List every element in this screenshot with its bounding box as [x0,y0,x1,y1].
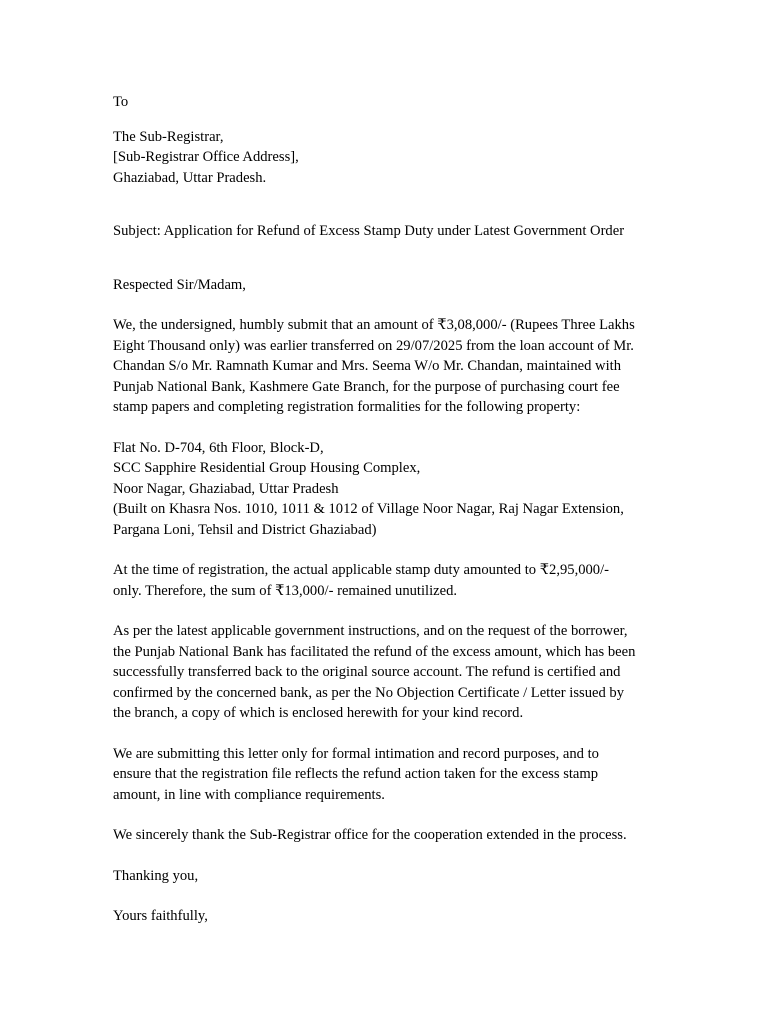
paragraph-line: the Punjab National Bank has facilitated the refund of the excess amount, which has been [113,643,636,660]
paragraph-line: Chandan S/o Mr. Ramnath Kumar and Mrs. Seema W/o Mr. Chandan, maintained with [113,358,622,374]
to-line [113,92,658,113]
paragraph-line: amount, in line with compliance requirements. [113,786,385,803]
paragraph-line: At the time of registration, the actual applicable stamp duty amounted to ₹2,95,000/- [113,562,610,578]
recipient-line: Ghaziabad, Uttar Pradesh. [113,169,267,186]
paragraph-transfer [113,315,658,418]
paragraph-line: We, the undersigned, humbly submit that an amount of ₹3,08,000/- (Rupees Three Lakhs [113,317,635,333]
recipient-address [113,127,658,189]
to-text: To [113,94,129,110]
property-line: (Built on Khasra Nos. 1010, 1011 & 1012 of Village Noor Nagar, Raj Nagar Extension, [113,501,624,517]
paragraph-line: ensure that the registration file reflects the refund action taken for the excess stamp [113,766,599,782]
paragraph-line: We sincerely thank the Sub-Registrar office for the cooperation extended in the process. [113,827,627,843]
thanking-line [113,866,658,887]
paragraph-line: successfully transferred back to the original source account. The refund is certified and [113,664,621,680]
recipient-line: [Sub-Registrar Office Address], [113,149,299,165]
property-line: Noor Nagar, Ghaziabad, Uttar Pradesh [113,480,339,497]
paragraph-intimation [113,744,658,806]
paragraph-line: Eight Thousand only) was earlier transferred on 29/07/2025 from the loan account of Mr. [113,337,634,354]
greeting-text: Respected Sir/Madam, [113,276,246,293]
property-line: Pargana Loni, Tehsil and District Ghaziabad) [113,521,377,538]
paragraph-line: We are submitting this letter only for formal intimation and record purposes, and to [113,745,599,762]
closing-line [113,906,658,927]
property-line: Flat No. D-704, 6th Floor, Block-D, [113,439,324,456]
paragraph-line: confirmed by the concerned bank, as per the No Objection Certificate / Letter issued by [113,684,625,701]
recipient-line: The Sub-Registrar, [113,128,224,145]
paragraph-thanks-office [113,825,658,846]
paragraph-line: As per the latest applicable government instructions, and on the request of the borrower, [113,623,628,639]
subject-text: Subject: Application for Refund of Excess Stamp Duty under Latest Government Order [113,223,625,239]
paragraph-line: only. Therefore, the sum of ₹13,000/- remained unutilized. [113,582,458,599]
thanking-text: Thanking you, [113,867,199,884]
closing-text: Yours faithfully, [113,908,208,924]
subject-line [113,221,658,242]
paragraph-line: the branch, a copy of which is enclosed herewith for your kind record. [113,705,524,721]
paragraph-refund [113,621,658,724]
property-line: SCC Sapphire Residential Group Housing Complex, [113,460,421,476]
paragraph-line: stamp papers and completing registration formalities for the following property: [113,399,581,415]
greeting [113,275,658,296]
property-details [113,438,658,541]
paragraph-line: Punjab National Bank, Kashmere Gate Branch, for the purpose of purchasing court fee [113,378,620,395]
letter-page [113,92,658,927]
paragraph-stamp-duty [113,560,658,601]
